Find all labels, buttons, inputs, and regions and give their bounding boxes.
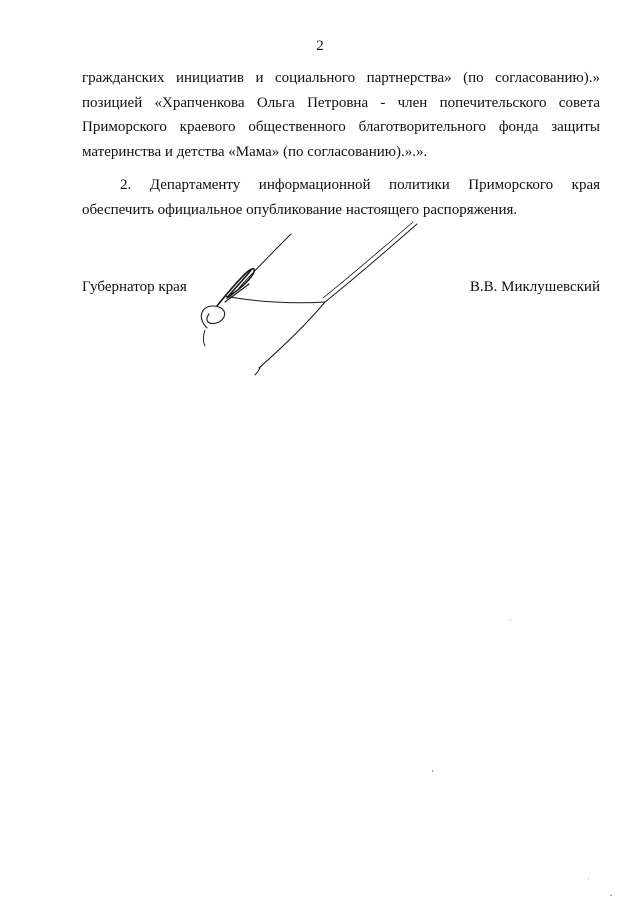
paragraph-1 (82, 66, 600, 164)
page-number: 2 (316, 38, 324, 54)
text-line: Приморского краевого общественного благотворительного фонда защиты (82, 119, 600, 135)
text-line: 2. Департаменту информационной политики Приморского края (120, 177, 600, 193)
signatory-title: Губернатор края (82, 279, 187, 295)
text-line: обеспечить официальное опубликование настоящего распоряжения. (82, 201, 518, 218)
paragraph-2 (82, 173, 600, 222)
scan-speck (432, 770, 433, 772)
signatory-name: В.В. Миклушевский (469, 279, 600, 295)
text-line: гражданских инициатив и социального партнерства» (по согласованию).» (82, 70, 600, 86)
text-line: позицией «Храпченкова Ольга Петровна - член попечительского совета (82, 94, 600, 111)
text-line: материнства и детства «Мама» (по согласованию).».». (82, 143, 428, 160)
handwritten-signature (195, 218, 430, 378)
scan-speck (510, 620, 511, 621)
scan-speck (588, 878, 589, 879)
scan-speck (610, 895, 612, 896)
